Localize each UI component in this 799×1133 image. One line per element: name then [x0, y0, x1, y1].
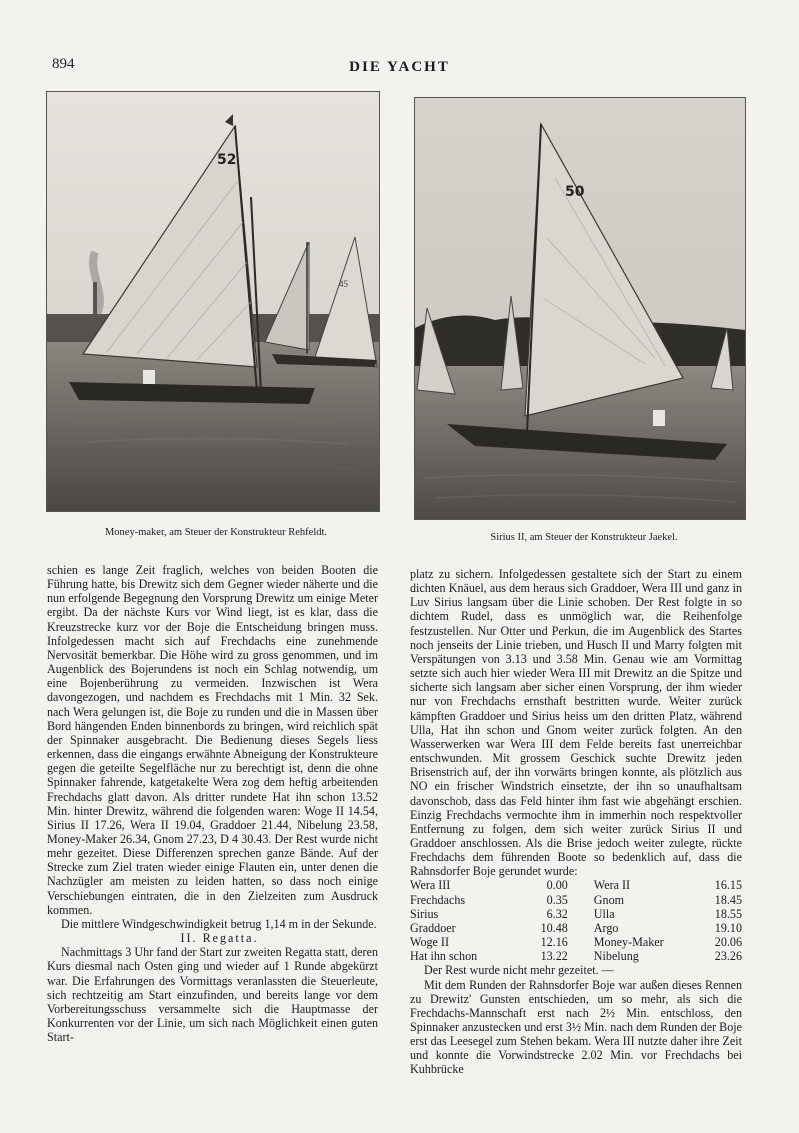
boat-name: Woge II	[410, 935, 449, 950]
boat-name: Frechdachs	[410, 892, 466, 907]
boat-time: 6.32	[546, 906, 568, 921]
paragraph: Nachmittags 3 Uhr fand der Start zur zweiten Regatta statt, deren Kurs diesmal nach Osten ging und wieder auf 1 Runde abgekürzt war. Die Erfahrungen des Vormittags veranlassten die Steuerleute, sich rechtzeitig am Start einzufinden, und bereits lange vor dem Vorbereitungsschuss versammelte sich die Hauptmasse der Konkurrenten vor der Linie, um sich nach Möglichkeit einen guten Start-	[47, 945, 378, 1045]
boat-time: 0.00	[546, 878, 568, 893]
boat-time: 16.15	[714, 878, 742, 893]
boat-time: 23.26	[714, 949, 742, 964]
boat-time: 0.35	[546, 892, 568, 907]
table-row	[410, 893, 742, 907]
boat-time: 18.55	[714, 906, 742, 921]
photo-caption-left: Money-maker, am Steuer der Konstrukteur Rehfeldt.	[104, 527, 328, 538]
boat-name: Money-Maker	[593, 935, 664, 950]
section-heading: II. Regatta.	[180, 931, 259, 946]
photo-caption-right: Sirius II, am Steuer der Konstrukteur Jaekel.	[490, 532, 678, 543]
paragraph: schien es lange Zeit fraglich, welches von beiden Booten die Führung hatte, bis Drewitz sich dem Gegner wieder näherte und die nun erfolgende Begegnung den Vorsprung Drewitz um einige Meter ergibt. Da der nächste Kurs vor Wind liegt, ist es klar, dass die Kreuzstrecke kurz vor der Boje die Entscheidung bringen muss. Infolgedessen macht sich auf Frechdachs eine zunehmende Nervosität bemerkbar. Die Höhe wird zu gross genommen, und im Augenblick des Bojerundens ist noch ein Schlag notwendig, um eine Bojenberührung zu vermeiden. Inzwischen ist Wera davongezogen, und nachdem es Frechdachs mit 1 Min. 32 Sek. nach Wera gelungen ist, die Boje zu runden und die in Massen über Bord hängenden Enden binnenbords zu bringen, wird reichlich spät der Spinnaker ausgebracht. Die Bedienung dieses Segels liess erkennen, dass die eingangs erwähnte Abneigung der Konstrukteure gegen die geteilte Segelfläche nur zu berechtigt ist, denn die ohne Spinnaker fahrende, katgetakelte Wera zog dem heftig arbeitenden Frechdachs glatt davon. Als dritter rundete Hat ihn schon 13.52 Min. hinter Drewitz, während die folgenden waren: Woge II 14.54, Sirius II 17.26, Wera II 19.04, Graddoer 21.44, Nibelung 23.58, Money-Maker 26.34, Gnom 27.23, D 4 30.43. Der Rest wurde nicht mehr gezeitet. Diese Differenzen sprechen ganze Bände. Auf der Strecke zum Ziel traten wieder einige Flauten ein, unter denen die Nachzügler am meisten zu leiden hatten, so dass noch einige Verschiebungen eintraten, die in den Zielzeiten zum Ausdruck kommen.	[47, 563, 378, 917]
sail-number-main: 52	[217, 152, 237, 168]
paragraph: Mit dem Runden der Rahnsdorfer Boje war außen dieses Rennen zu Drewitz' Gunsten entschieden, um so mehr, als sich die Frechdachs-Mannschaft erst nach 2½ Min. entschloss, den Spinnaker anzustecken und erst 3½ Min. nach dem Runden der Boje erst das Leesegel zum Stehen bekam. Wera III nutzte daher ihre Zeit und konnte die Vorwindstrecke 2.02 Min. vor Frechdachs bei Kuhbrücke	[410, 977, 742, 1077]
boat-time: 13.22	[540, 949, 568, 964]
photo-sirius-ii	[414, 97, 746, 520]
boat-name: Sirius	[410, 906, 439, 921]
text-column-left	[47, 563, 378, 1044]
boat-time: 10.48	[540, 920, 568, 935]
table-row	[410, 878, 742, 892]
boat-time: 20.06	[714, 935, 742, 950]
table-row	[410, 935, 742, 949]
boat-name: Wera II	[593, 878, 631, 893]
boat-name: Graddoer	[410, 920, 456, 935]
boat-name: Ulla	[593, 906, 615, 921]
boat-name: Argo	[593, 920, 619, 935]
page-number: 894	[52, 56, 75, 72]
text-column-right	[410, 567, 742, 1077]
paragraph: platz zu sichern. Infolgedessen gestaltete sich der Start zu einem dichten Knäuel, aus dem heraus sich Graddoer, Wera III und ganz in Luv Sirius langsam über die Linie schoben. Der Rest folgte in so dichtem Rudel, dass es unmöglich war, die Reihenfolge festzustellen. Nur Otter und Perkun, die im Augenblick des Startes noch jenseits der Linie trieben, und Husch II und Marry folgten mit Verspätungen von 3.13 und 3.58 Min. Genau wie am Vormittag setzte sich auch hier wieder Wera III mit Drewitz an die Spitze und sicherte sich langsam aber sicher einen Vorsprung, der ihm wieder nur von Frechdachs ernsthaft bestritten wurde. Weiter zurück kämpften Graddoer und Sirius heiss um den dritten Platz, während Ulla, Hat ihn schon und Gnom weiter zurück folgten. An den Wasserwerken war Wera III dem Felde bereits fast unerreichbar entschwunden. Mit grossem Geschick suchte Drewitz jeden Brisenstrich auf, der ihn vorwärts bringen konnte, als plötzlich aus NO ein frischer Windstrich einsetzte, der ihn so unaufhaltsam davonschob, dass das Feld hinter ihm fast wie abgehängt erschien. Einzig Frechdachs vermochte ihm in immerhin noch respektvoller Entfernung zu folgen, dem sich weiter zurück Sirius II und Graddoer anschlossen. Als die Brise jedoch weiter zulegte, rückte Frechdachs dem führenden Boote so bedenklich auf, dass die Rahnsdorfer Boje gerundet wurde:	[410, 567, 742, 879]
boat-time: 12.16	[540, 935, 568, 950]
table-row	[410, 907, 742, 921]
sail-number-back: 45	[339, 279, 348, 289]
table-row	[410, 921, 742, 935]
running-head: DIE YACHT	[349, 59, 450, 75]
results-table	[410, 878, 742, 963]
boat-name: Gnom	[593, 892, 625, 907]
boat-time: 18.45	[714, 892, 742, 907]
photo-money-maker	[46, 91, 380, 512]
table-row	[410, 949, 742, 963]
paragraph: Der Rest wurde nicht mehr gezeitet. —	[424, 963, 614, 978]
boat-name: Wera III	[410, 878, 451, 893]
boat-name: Hat ihn schon	[410, 949, 478, 964]
sail-number-main: 50	[565, 184, 585, 200]
boat-time: 19.10	[714, 920, 742, 935]
paragraph: Die mittlere Windgeschwindigkeit betrug 1,14 m in der Sekunde.	[61, 916, 377, 931]
boat-name: Nibelung	[593, 949, 639, 964]
